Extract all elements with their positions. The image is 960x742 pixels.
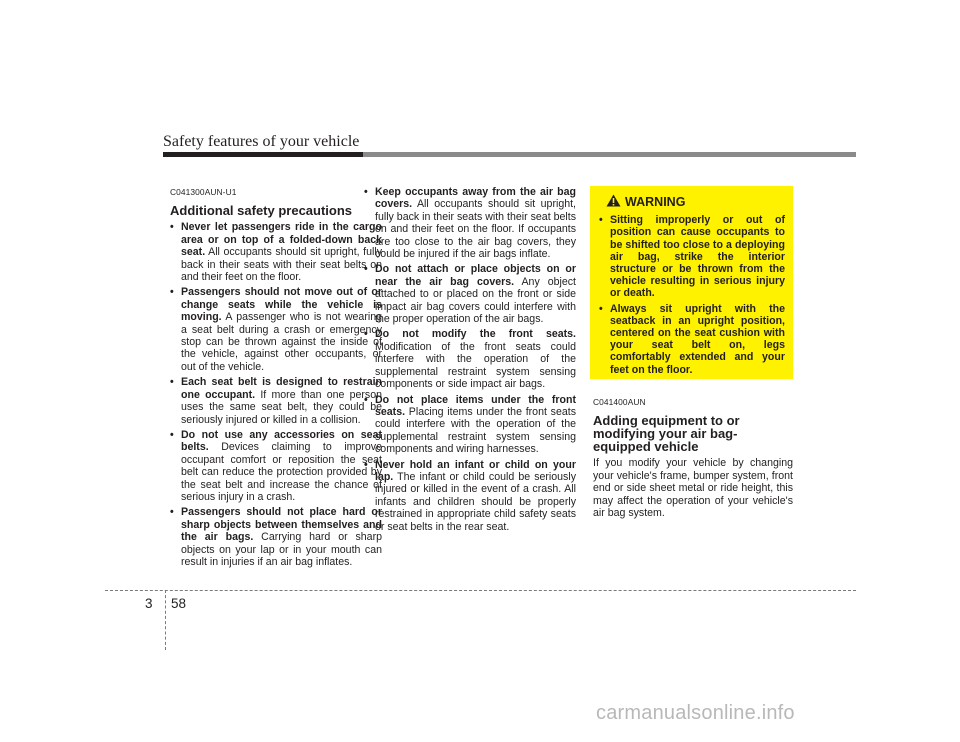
warning-box [590, 186, 793, 379]
watermark: carmanualsonline.info [596, 702, 795, 724]
list-item: • Sitting improperly or out of position can cause occupants to be shifted too close to a deploying air bag, strike the interior structure or be thrown from the vehicle resulting in serious injury or death. [599, 214, 785, 299]
footer-vertical-divider [165, 590, 166, 650]
list-item: • Each seat belt is designed to restrain one occupant. If more than one person uses the same seat belt, they could be seriously injured or killed in a collision. [170, 376, 382, 426]
section-title: Additional safety precautions [170, 203, 353, 219]
left-column [170, 186, 382, 571]
section-title: Adding equipment to or modifying your air bag-equipped vehicle [593, 413, 740, 455]
section-body: If you modify your vehicle by changing your vehicle's frame, bumper system, front end or side sheet metal or ride height, this may affect the operation of your vehicle's air bag system. [593, 457, 793, 520]
page-number: 58 [171, 596, 187, 611]
list-item: • Passengers should not move out of or change seats while the vehicle is moving. A passenger who is not wearing a seat belt during a crash or emergency stop can be thrown against the inside of the vehicle, against other occupants, or out of the vehicle. [170, 286, 382, 373]
list-item: • Never hold an infant or child on your lap. The infant or child could be seriously injured or killed in the event of a crash. All infants and children should be properly restrained in appropriate child safety seats or seat belts in the rear seat. [364, 459, 576, 533]
precautions-list-continued [364, 186, 576, 533]
list-item: • Keep occupants away from the air bag covers. All occupants should sit upright, fully back in their seats with their seat belts on and their feet on the floor. If occupants are too close to the air bag covers, they could be injured if the air bags inflate. [364, 186, 576, 260]
middle-column [364, 186, 576, 536]
list-item: • Always sit upright with the seatback in an upright position, centered on the seat cushion with your seat belt on, legs comfortably extended and your feet on the floor. [599, 303, 785, 376]
list-item: • Do not attach or place objects on or near the air bag covers. Any object attached to or placed on the front or side impact air bag covers could interfere with the proper operation of the air bags. [364, 263, 576, 325]
list-item: • Do not modify the front seats. Modification of the front seats could interfere with the operation of the supplemental restraint system sensing components or side impact air bags. [364, 328, 576, 390]
chapter-number: 3 [145, 596, 153, 611]
header-title: Safety features of your vehicle [163, 133, 360, 150]
warning-list [599, 214, 785, 376]
list-item: • Never let passengers ride in the cargo area or on top of a folded-down back seat. All occupants should sit upright, fully back in their seats with their seat belts on and their feet on the floor. [170, 221, 382, 283]
warning-header [606, 194, 785, 210]
right-section [593, 396, 793, 519]
header-rule [163, 152, 856, 157]
section-code: C041400AUN [593, 397, 646, 407]
section-code: C041300AUN-U1 [170, 187, 237, 197]
footer-divider [105, 590, 856, 591]
list-item: • Passengers should not place hard or sharp objects between themselves and the air bags. Carrying hard or sharp objects on your lap or in your mouth can result in injuries if an air bag inflates. [170, 506, 382, 568]
list-item: • Do not place items under the front seats. Placing items under the front seats could interfere with the operation of the supplemental restraint system sensing components and wiring harnesses. [364, 394, 576, 456]
warning-title: WARNING [625, 195, 686, 209]
precautions-list [170, 221, 382, 568]
warning-triangle-icon [606, 194, 621, 210]
list-item: • Do not use any accessories on seat belts. Devices claiming to improve occupant comfort or reposition the seat belt can reduce the protection provided by the seat belt and increase the chance of serious injury in a crash. [170, 429, 382, 503]
